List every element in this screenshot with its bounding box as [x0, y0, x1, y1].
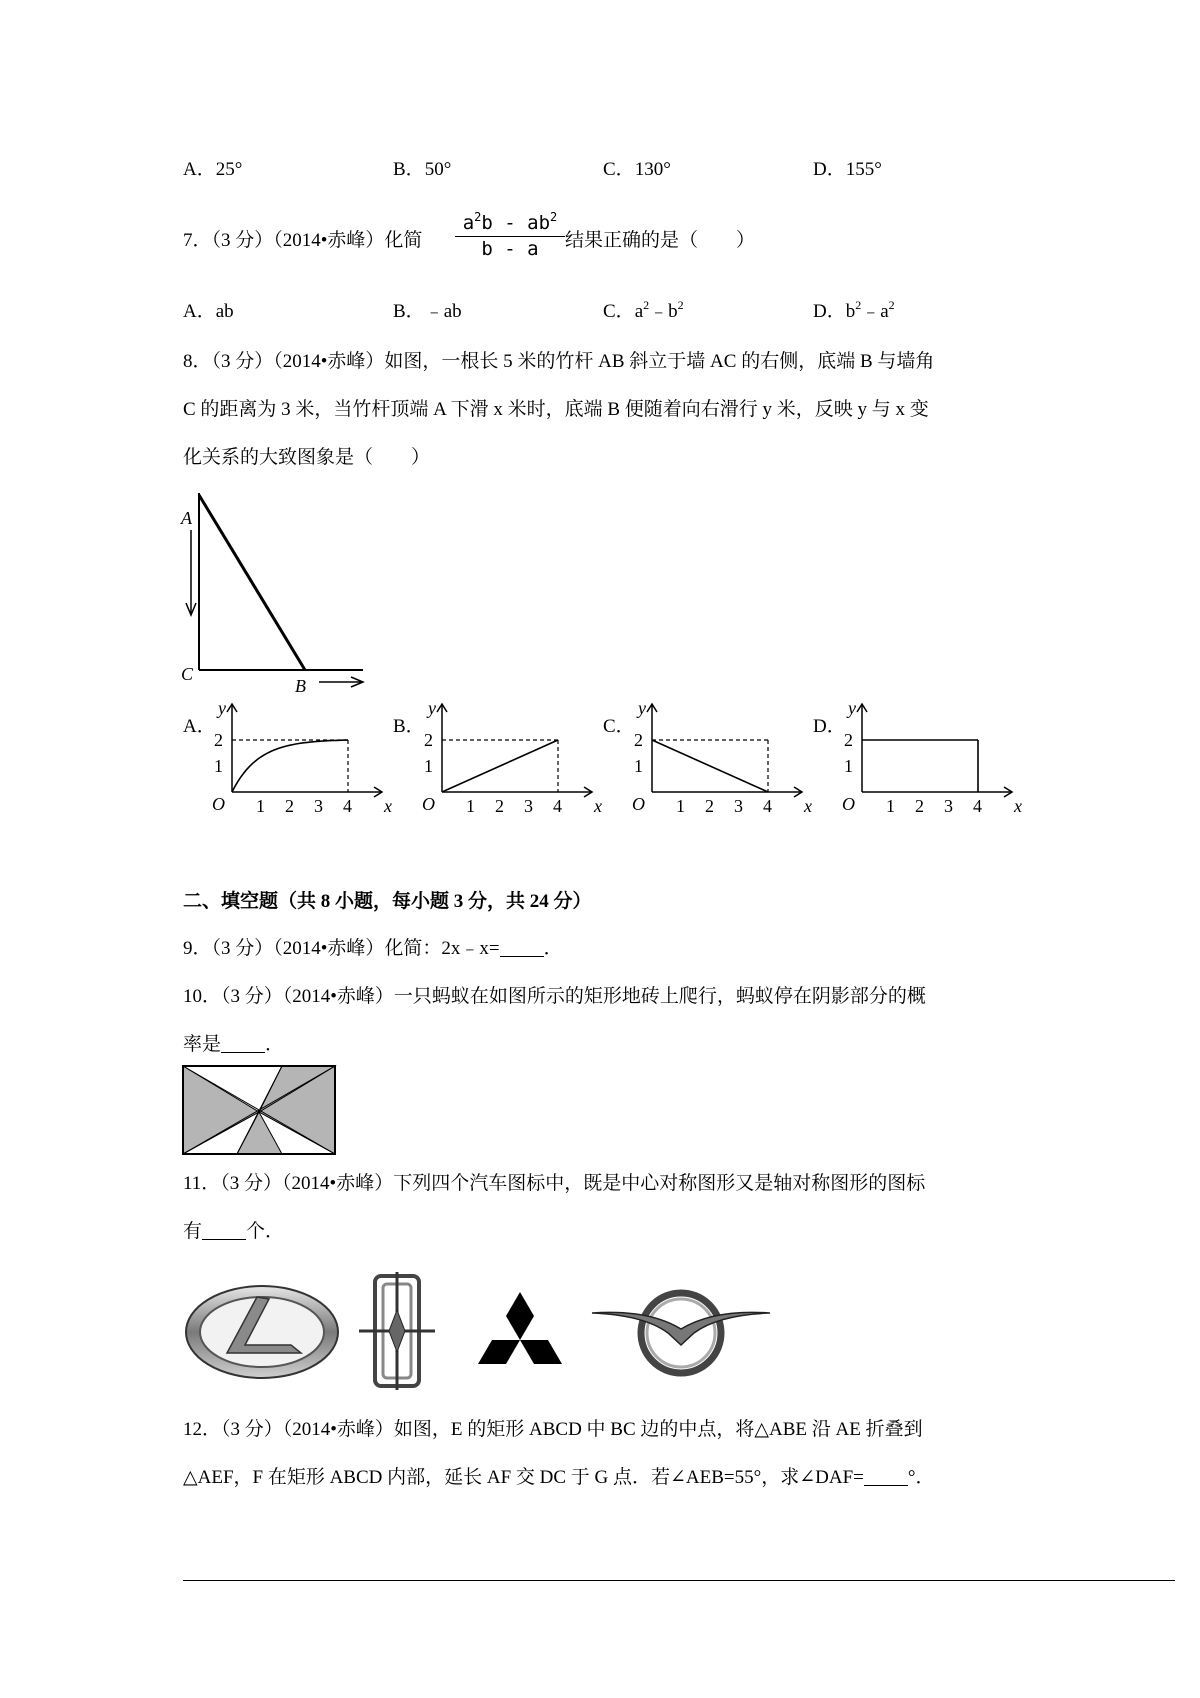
lexus-logo-icon [183, 1283, 341, 1381]
x-tick-label: 4 [763, 796, 772, 816]
origin-label: O [842, 794, 855, 814]
q7-option-d: D．$b^2﹣a^2$ [813, 298, 895, 322]
q6-option-b: B．50° [393, 159, 452, 180]
y-tick-label: 2 [844, 730, 853, 750]
mitsubishi-logo-icon [468, 1290, 572, 1378]
y-axis-label: y [218, 698, 226, 718]
lincoln-logo-icon [355, 1270, 439, 1392]
q6-option-a: A．25° [183, 159, 243, 180]
q10-answer-blank [221, 1034, 265, 1053]
origin-label: O [422, 794, 435, 814]
graph-b [420, 700, 600, 825]
curve-line [442, 740, 558, 792]
q8-graph-option-b-letter: B． [393, 716, 425, 737]
y-axis-label: y [848, 698, 856, 718]
x-tick-label: 2 [495, 796, 504, 816]
point-b-label: B [295, 676, 306, 696]
y-tick-label: 1 [214, 756, 223, 776]
q6-option-d: D．155° [813, 159, 882, 180]
curve-line [652, 740, 768, 792]
y-tick-label: 2 [214, 730, 223, 750]
haima-logo-icon [588, 1283, 774, 1379]
x-tick-label: 2 [285, 796, 294, 816]
q8-graph-option-d-letter: D． [813, 716, 846, 737]
q12-stem-line2: △AEF，F 在矩形 ABCD 内部，延长 AF 交 DC 于 G 点．若∠AEB=55°，求∠DAF= °． [183, 1467, 935, 1488]
x-tick-label: 1 [256, 796, 265, 816]
q9-answer-blank [500, 938, 544, 957]
q8-stem-line2: C 的距离为 3 米，当竹杆顶端 A 下滑 x 米时，底端 B 便随着向右滑行 y 米，反映 y 与 x 变 [183, 399, 929, 420]
x-tick-label: 2 [915, 796, 924, 816]
y-axis-label: y [638, 698, 646, 718]
q6-option-c: C．130° [603, 159, 671, 180]
x-axis-label: x [1014, 796, 1022, 816]
point-a-label: A [181, 508, 192, 528]
x-axis-label: x [594, 796, 602, 816]
q9-stem: 9．（3 分）（2014•赤峰）化简：2x﹣x= ． [183, 938, 563, 959]
y-tick-label: 1 [424, 756, 433, 776]
origin-label: O [632, 794, 645, 814]
y-tick-label: 1 [634, 756, 643, 776]
x-axis-label: x [384, 796, 392, 816]
x-axis-label: x [804, 796, 812, 816]
x-tick-label: 4 [553, 796, 562, 816]
q11-answer-blank [202, 1221, 246, 1240]
x-tick-label: 1 [676, 796, 685, 816]
y-tick-label: 1 [844, 756, 853, 776]
q10-stem-line1: 10．（3 分）（2014•赤峰）一只蚂蚁在如图所示的矩形地砖上爬行，蚂蚁停在阴影部分的概 [183, 986, 926, 1007]
q10-stem-line2: 率是 ． [183, 1034, 285, 1055]
x-tick-label: 4 [973, 796, 982, 816]
q7-stem-suffix: 结果正确的是（ ） [565, 230, 756, 251]
q7-denominator: b - a [481, 238, 539, 260]
q12-stem-line1: 12．（3 分）（2014•赤峰）如图，E 的矩形 ABCD 中 BC 边的中点，将△ABE 沿 AE 折叠到 [183, 1419, 923, 1440]
q8-stem-line1: 8．（3 分）（2014•赤峰）如图，一根长 5 米的竹杆 AB 斜立于墙 AC 的右侧，底端 B 与墙角 [183, 351, 935, 372]
q7-stem-prefix: 7．（3 分）（2014•赤峰）化简 [183, 230, 423, 251]
x-tick-label: 3 [524, 796, 533, 816]
q7-numerator: $a^2b - ab^2$ [455, 212, 565, 237]
x-tick-label: 3 [944, 796, 953, 816]
y-tick-label: 2 [634, 730, 643, 750]
q7-option-a: A．ab [183, 301, 234, 322]
y-tick-label: 2 [424, 730, 433, 750]
q11-stem-line2: 有 个． [183, 1221, 285, 1242]
x-tick-label: 2 [705, 796, 714, 816]
q7-option-b: B．﹣ab [393, 301, 462, 322]
q8-graph-option-c-letter: C． [603, 716, 635, 737]
origin-label: O [212, 794, 225, 814]
q11-stem-line1: 11．（3 分）（2014•赤峰）下列四个汽车图标中，既是中心对称图形又是轴对称图形的图标 [183, 1173, 926, 1194]
x-tick-label: 1 [466, 796, 475, 816]
x-tick-label: 3 [314, 796, 323, 816]
tile-figure [182, 1065, 336, 1157]
graph-d [840, 700, 1020, 825]
x-tick-label: 1 [886, 796, 895, 816]
x-tick-label: 3 [734, 796, 743, 816]
q8-stem-line3: 化关系的大致图象是（ ） [183, 447, 431, 468]
q8-graph-option-a-letter: A． [183, 716, 216, 737]
x-tick-label: 4 [343, 796, 352, 816]
y-axis-label: y [428, 698, 436, 718]
q7-fraction [455, 212, 565, 272]
curve-line [232, 740, 348, 792]
graph-a [210, 700, 390, 825]
section2-title: 二、填空题（共 8 小题，每小题 3 分，共 24 分） [183, 891, 592, 912]
point-c-label: C [181, 664, 194, 684]
graph-c [630, 700, 810, 825]
q7-option-c: C．$a^2﹣b^2$ [603, 298, 684, 322]
footer-divider [183, 1580, 1175, 1581]
ladder-figure [175, 485, 375, 695]
q12-answer-blank [864, 1467, 908, 1486]
